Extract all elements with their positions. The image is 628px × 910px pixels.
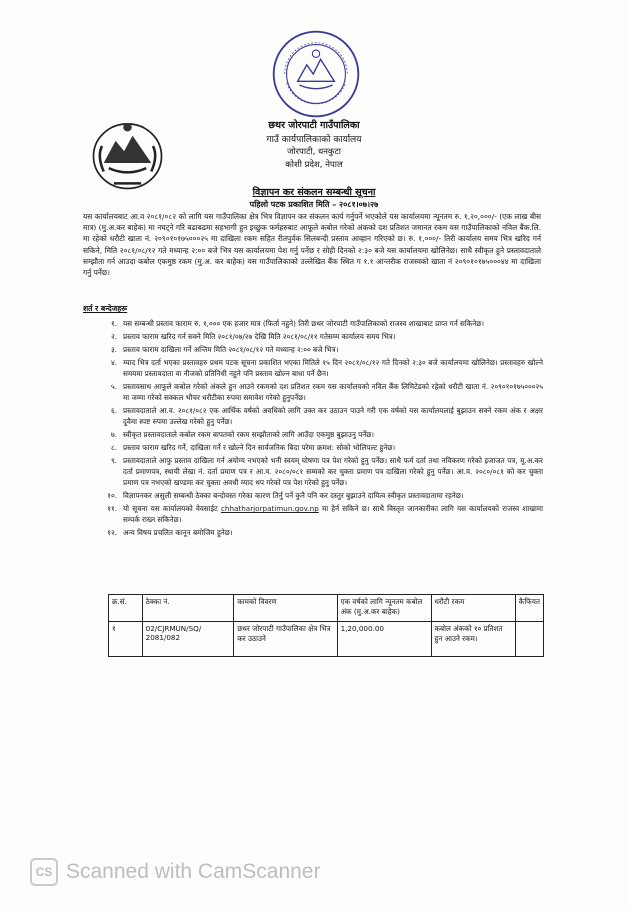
condition-item (83, 405, 543, 427)
condition-item (83, 318, 543, 329)
table-header-cell: ठेक्का नं. (142, 595, 234, 622)
condition-item (83, 442, 543, 453)
condition-text: म्याद भित्र दर्ता भएका प्रस्तावहरु प्रथम पटक सूचना प्रकाशित भएका मितिले १५ दिन २०८१/०८/१२ गते दिनको २:३० बजे कार्यालयमा खोलिनेछ। प्रस्तावहरु खोल्ने समयमा प्रस्तावदाता वा नीजको प्रतिनिधी नहुने पनि प्रस्ताव खोल्न बाधा पर्ने छैन। (123, 358, 543, 378)
condition-number: ४. (110, 358, 117, 367)
condition-item (83, 429, 543, 440)
condition-text: प्रस्ताव फाराम दाखिला गर्ने अन्तिम मिति २०८१/०८/१२ गते मध्यान्ह २:०० बजे भित्र। (123, 345, 339, 354)
table-header-cell: कैफियत (515, 595, 543, 622)
condition-text: प्रस्तावदाताले आ.व. २०८१/०८२ एक आर्थिक वर्षको अवधिको लागि उक्त कर उठाउन पाउने गरी एक वर्षको यस कार्यालयलाई बुझाउन सक्ने रकम अंक र अक्षर दुवैमा स्पष्ट रुपमा उल्लेख गरेको हुनु पर्नेछ। (123, 406, 543, 426)
condition-item (83, 344, 543, 355)
condition-number: १२. (107, 528, 117, 537)
condition-item (83, 527, 543, 538)
condition-text: अन्य विषय प्रचलित कानून बमोजिम हुनेछ। (123, 528, 233, 537)
notice-title: विज्ञापन कर संकलन सम्बन्धी सूचना (252, 187, 376, 198)
municipality-stamp-seal (270, 28, 362, 120)
condition-number: ३. (110, 345, 117, 354)
province-name: कोशी प्रदेश, नेपाल (285, 160, 343, 170)
condition-item (83, 490, 543, 501)
camscanner-watermark (30, 858, 320, 886)
conditions-list (83, 318, 543, 540)
condition-number: ११. (107, 504, 117, 513)
condition-item (83, 503, 543, 525)
condition-text: प्रस्ताव फाराम खरिद गर्न सक्ने मिति २०८१/०७/२७ देखि मिति २०८१/०८/११ गतेसम्म कार्यालय समय भित्र। (123, 332, 396, 341)
table-header-cell: धरौटी रकम (431, 595, 515, 622)
condition-number: ९. (110, 456, 117, 465)
contract-table (108, 594, 544, 657)
conditions-title: शर्त र बन्देजहरू (83, 304, 128, 313)
condition-text: प्रस्तावदाताले आफु प्रस्ताव दाखिला गर्न अयोग्य नभएको भनी स्वयम् घोषणा पत्र पेश गरेको हुनु पर्नेछ। साथै फर्म दर्ता तथा नविकरण गरेको इजाजत पत्र, मु.अ.कर दर्ता प्रमाणपत्र, स्थायी लेखा नं. दर्ता प्रमाण पत्र र आ.व. २०८०/०८१ सम्मको कर चुक्ता प्रमाण पत्र दाखिला गरेको हुनु पर्नेछ। आ.व. २०८०/०८१ को कर चुक्ता प्रमाण पत्र नभएको खण्डमा कर चुक्ता अवधी म्याद थप गरेको पत्र पेश गरेको हुनु पर्नेछ। (123, 456, 543, 487)
condition-item (83, 455, 543, 488)
condition-text: प्रस्ताव फाराम खरिद गर्ने, दाखिला गर्ने र खोल्ने दिन सार्वजनिक बिदा परेमा क्रमश: सोको भोलिपल्ट हुनेछ। (123, 443, 396, 452)
condition-text: यस सम्बन्धी प्रस्ताव फाराम रु. १,००० एक हजार मात्र (फिर्ता नहुने) तिरी छथर जोरपाटी गाउँपालिकाको राजस्व शाखाबाट प्राप्त गर्न सकिनेछ। (123, 319, 484, 328)
condition-number: ६. (110, 406, 117, 415)
condition-item (83, 331, 543, 342)
table-cell (515, 622, 543, 657)
published-date: पहिलो पटक प्रकाशित मिति – २०८१।०७।२७ (249, 200, 379, 209)
camscanner-text: Scanned with CamScanner (66, 860, 321, 883)
condition-number: १०. (107, 491, 117, 500)
camscanner-logo-icon: CS (30, 858, 58, 886)
table-cell: 1,20,000.00 (337, 622, 431, 657)
condition-number: ७. (110, 430, 117, 439)
table-row (109, 622, 544, 657)
condition-text: विज्ञापनकर असुली सम्बन्धी ठेक्का बन्दोवस्त गरेका कारण तिर्नु पर्ने कुनै पनि कर दस्तुर बुझाउने दायित्व स्वीकृत प्रस्तावदातामा रहनेछ। (123, 491, 464, 500)
table-header-cell: कामको विवरण (234, 595, 337, 622)
table-cell: छथर जोरपाटी गाउँपालिका क्षेत्र भित्र कर उठाउने (234, 622, 337, 657)
table-header-cell: एक वर्षको लागि न्यूनतम कबोल अंक (मु.अ.कर बाहेक) (337, 595, 431, 622)
condition-text: प्रस्तावसाथ आफूले कबोल गरेको अंकले हुन आउने रकमको दश प्रतिशत रकम यस कार्यालयको नविल बैंक लिमिटेडको रहेको धरौटी खाता नं. २०९०१०१७५०००२५ मा जम्मा गरेको सक्कल भौचर धरौटीका रुपमा समावेश गरेको हुनुपर्नेछ। (123, 382, 543, 402)
condition-item (83, 381, 543, 403)
condition-number: २. (110, 332, 117, 341)
intro-paragraph: यस कार्यालयबाट आ.व २०८१/०८२ को लागि यस गाउँपालिका क्षेत्र भित्र विज्ञापन कर संकलन कार्य गर्नुपर्ने भएकोले यस कार्यालयमा न्यूनतम रु. १,२०,०००/- (एक लाख बीस मात्र) (मु.अ.कर बाहेक) मा नघट्ने गरि बढाबढमा सहभागी हुन इच्छुक फर्महरुबाट आफूले कबोल गरेको अंकको दश प्रतिशत जमानत रकम यस गाउँपालिकाको नविल बैंक.लि. मा रहेको धरौटी खाता नं. २०९०१०१७५०००२५ मा दाखिला रकम सहित रीतपुर्वक सिलबन्दी प्रस्ताव आव्हान गरिएको छ। रु. १,०००/- तिरी कार्यालय समय भित्र खरिद गर्न सकिने, मिति २०८१/०८/१२ गते मध्यान्ह २:०० बजे भित्र यस कार्यालयमा पेश गर्नु पर्नेछ र सोही दिनको २:३० बजे यस कार्यालयमा खोलिनेछ। साथै स्वीकृत हुने प्रस्तावदाताले सम्झौता गर्न आउदा कबोल एकमुष्ठ रकम (मु.अ. कर बाहेक) यस गाउँपालिकाको उल्लेखित बैंक स्थित ग १.१ आन्तरीक राजस्वको खाता नं २०९०१०१७५०००४४ मा दाखिला गर्नु पर्नेछ। (83, 212, 541, 278)
condition-number: ८. (110, 443, 117, 452)
condition-text-website (123, 503, 543, 525)
table-cell: 02/CJRMUN/SQ/ 2081/082 (142, 622, 234, 657)
table-header-row (109, 595, 544, 622)
website-link[interactable]: chhatharjorpatimun.gov.np (220, 504, 319, 513)
condition-item (83, 357, 543, 379)
table-cell: कबोल अंकको १० प्रतिशत हुन आउने रकम। (431, 622, 515, 657)
website-text-after: मा हेर्न सकिने छ। साथै विस्तृत जानकारीका लागि यस कार्यालयको राजस्व शाखामा सम्पर्क राख्न सकिनेछ। (123, 504, 543, 524)
website-text-before: यो सूचना यस कार्यालयको वेवसाईट (123, 504, 218, 513)
condition-number: १. (110, 319, 117, 328)
municipality-name: छथर जोरपाटी गाउँपालिका (268, 120, 360, 131)
office-name: गाउँ कार्यपालिकाको कार्यालय (266, 135, 362, 145)
office-address: जोरपाटी, धनकुटा (287, 147, 341, 157)
condition-number: ५. (110, 382, 117, 391)
table-header-cell: क्र.सं. (109, 595, 143, 622)
table-cell: १ (109, 622, 143, 657)
condition-text: स्वीकृत प्रस्तावदाताले कबोल रकम बापतको रकम सम्झौताको लागि आउँदा एकमुष्ठ बुझाउनु पर्नेछ। (123, 430, 374, 439)
